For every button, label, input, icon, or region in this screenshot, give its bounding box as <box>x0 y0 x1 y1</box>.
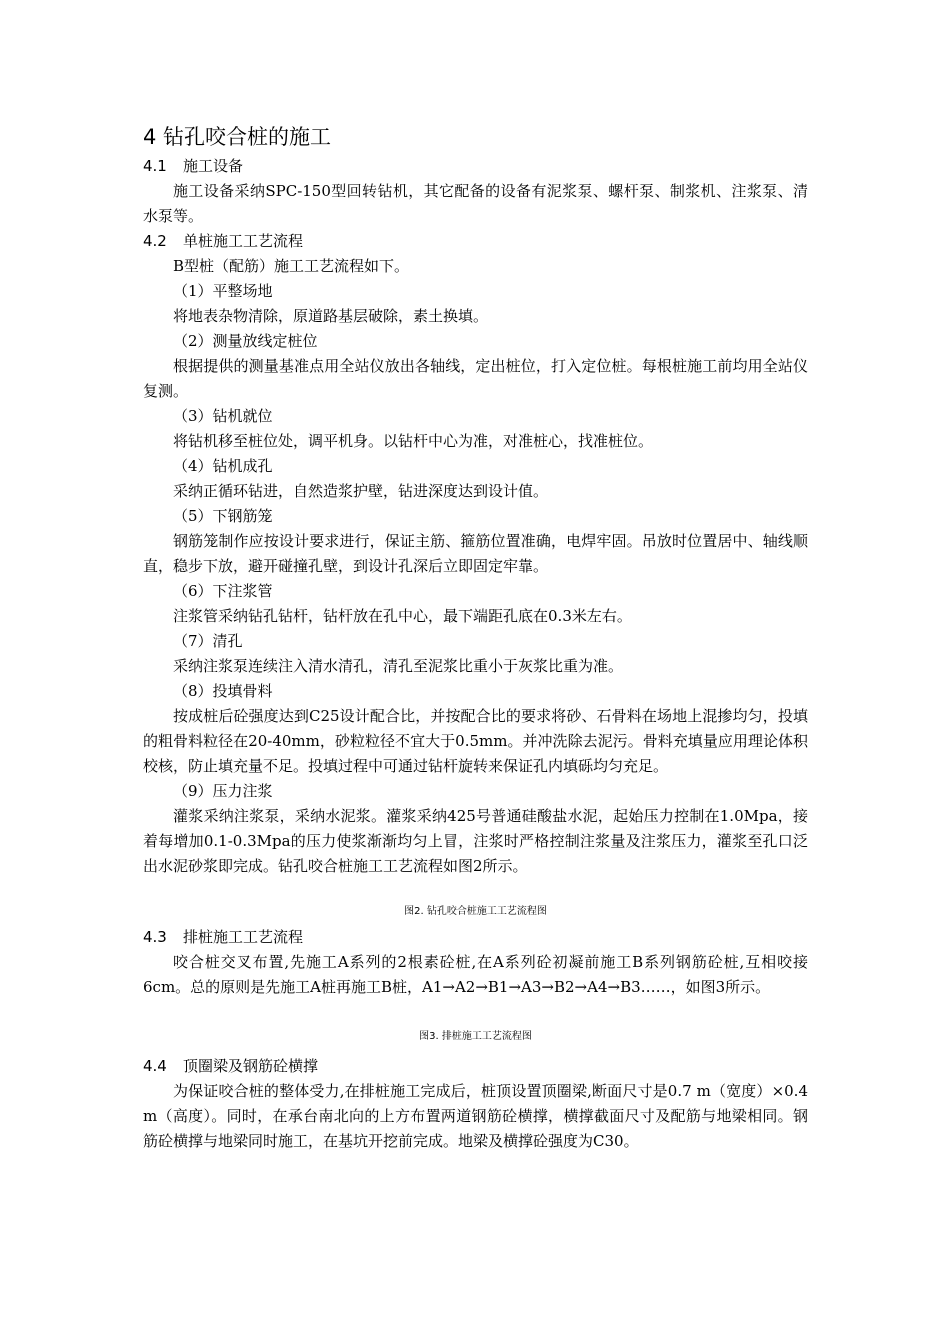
figure-caption-2: 图2. 钻孔咬合桩施工工艺流程图 <box>404 906 547 917</box>
step-label: （1）平整场地 <box>173 282 273 300</box>
paragraph-equipment: 施工设备采纳SPC-150型回转钻机，其它配备的设备有泥浆泵、螺杆泵、制浆机、注浆泵、清水泵等。 <box>143 182 808 225</box>
step-text: 采纳正循环钻进，自然造浆护壁，钻进深度达到设计值。 <box>173 482 549 500</box>
heading-number: 4.1 <box>143 157 167 175</box>
paragraph-top-beam: 为保证咬合桩的整体受力,在排桩施工完成后，桩顶设置顶圈梁,断面尺寸是0.7 m（宽度）×0.4 m（高度）。同时，在承台南北向的上方布置两道钢筋砼横撑，横撑截面尺寸及配筋与地梁相同。钢筋砼横撑与地梁同时施工，在基坑开挖前完成。地梁及横撑砼强度为C30。 <box>143 1082 808 1150</box>
section-title: 4 钻孔咬合桩的施工 <box>143 125 332 149</box>
step-text: 将钻机移至桩位处，调平机身。以钻杆中心为准，对准桩心，找准桩位。 <box>173 432 654 450</box>
document-body <box>143 120 808 1154</box>
step-text: 钢筋笼制作应按设计要求进行，保证主筋、箍筋位置准确，电焊牢固。吊放时位置居中、轴线顺直，稳步下放，避开碰撞孔壁，到设计孔深后立即固定牢靠。 <box>143 532 808 575</box>
step-text: 将地表杂物清除，原道路基层破除，素土换填。 <box>173 307 489 325</box>
step-text: 灌浆采纳注浆泵，采纳水泥浆。灌浆采纳425号普通硅酸盐水泥，起始压力控制在1.0Mpa，接着每增加0.1-0.3Mpa的压力使浆渐渐均匀上冒，注浆时严格控制注浆量及注浆压力，灌浆至孔口泛出水泥砂浆即完成。钻孔咬合桩施工工艺流程如图2所示。 <box>143 807 808 875</box>
step-label: （7）清孔 <box>173 632 243 650</box>
step-label: （5）下钢筋笼 <box>173 507 273 525</box>
heading-4-3 <box>143 925 808 950</box>
heading-number: 4.2 <box>143 232 167 250</box>
heading-text: 施工设备 <box>183 157 244 175</box>
step-label: （3）钻机就位 <box>173 407 273 425</box>
figure-caption-3: 图3. 排桩施工工艺流程图 <box>419 1031 532 1042</box>
step-label: （2）测量放线定桩位 <box>173 332 318 350</box>
step-label: （4）钻机成孔 <box>173 457 273 475</box>
step-text: 采纳注浆泵连续注入清水清孔，清孔至泥浆比重小于灰浆比重为准。 <box>173 657 624 675</box>
step-text: 按成桩后砼强度达到C25设计配合比，并按配合比的要求将砂、石骨料在场地上混掺均匀，投填的粗骨料粒径在20-40mm，砂粒粒径不宜大于0.5mm。并冲洗除去泥污。骨料充填量应用理论体积校核，防止填充量不足。投填过程中可通过钻杆旋转来保证孔内填砾均匀充足。 <box>143 707 808 775</box>
paragraph-row-piles: 咬合桩交叉布置,先施工A系列的2根素砼桩,在A系列砼初凝前施工B系列钢筋砼桩,互相咬接6cm。总的原则是先施工A桩再施工B桩，A1→A2→B1→A3→B2→A4→B3……，如图3所示。 <box>143 953 808 996</box>
heading-4-4 <box>143 1054 808 1079</box>
step-label: （6）下注浆管 <box>173 582 273 600</box>
heading-text: 单桩施工工艺流程 <box>183 232 304 250</box>
step-text: 根据提供的测量基准点用全站仪放出各轴线，定出桩位，打入定位桩。每根桩施工前均用全站仪复测。 <box>143 357 808 400</box>
heading-text: 排桩施工工艺流程 <box>183 928 304 946</box>
step-text: 注浆管采纳钻孔钻杆，钻杆放在孔中心，最下端距孔底在0.3米左右。 <box>173 607 632 625</box>
paragraph-intro: B型桩（配筋）施工工艺流程如下。 <box>173 257 410 275</box>
heading-text: 顶圈梁及钢筋砼横撑 <box>183 1057 319 1075</box>
heading-number: 4.3 <box>143 928 167 946</box>
step-label: （9）压力注浆 <box>173 782 273 800</box>
heading-number: 4.4 <box>143 1057 167 1075</box>
heading-4-1 <box>143 154 808 179</box>
heading-4-2 <box>143 229 808 254</box>
step-label: （8）投填骨料 <box>173 682 273 700</box>
